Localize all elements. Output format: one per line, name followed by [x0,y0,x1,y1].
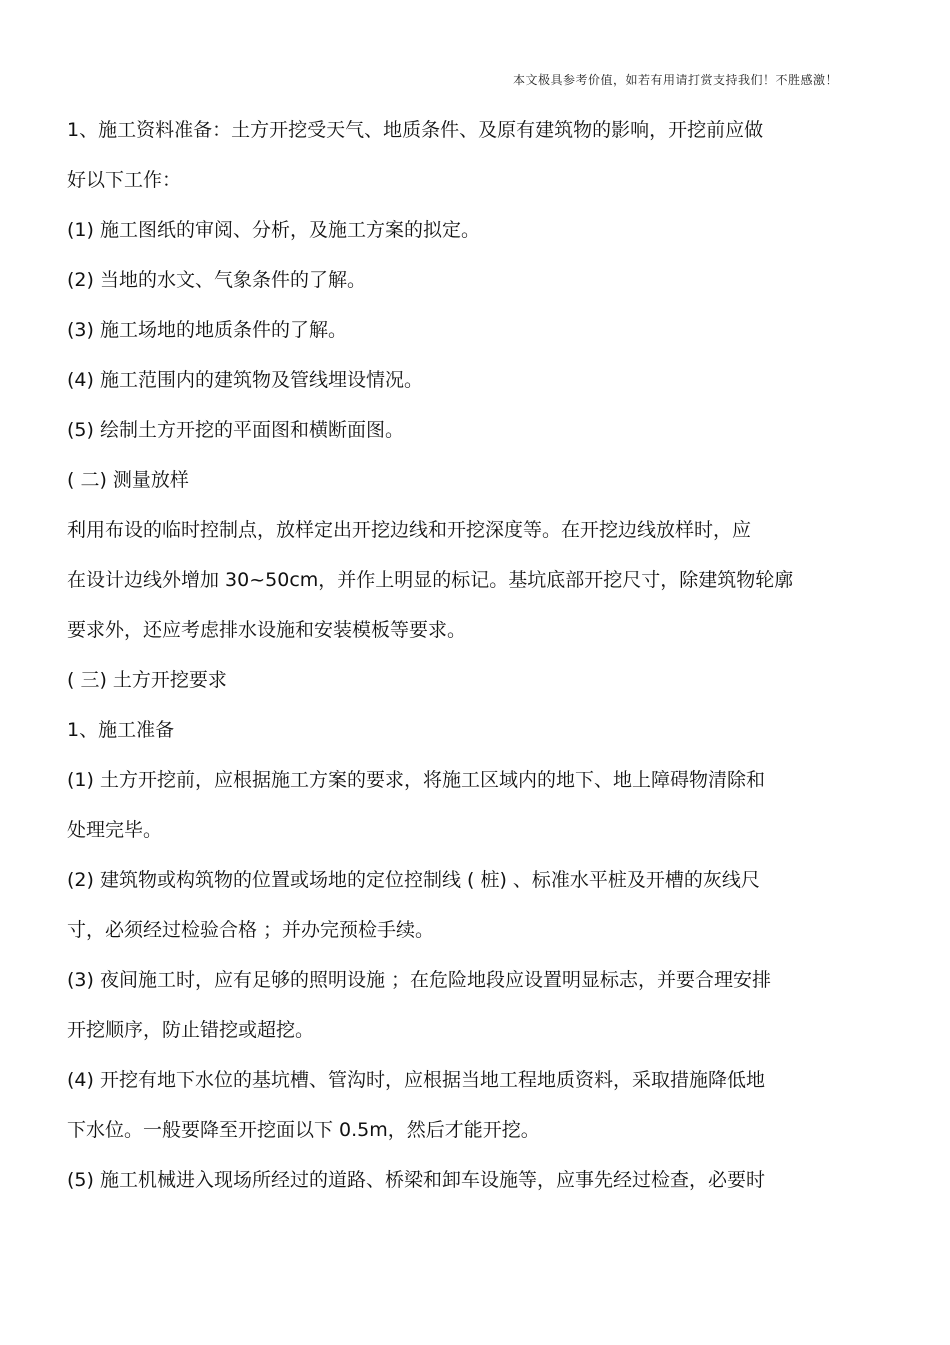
paragraph-line: 1、施工资料准备：土方开挖受天气、地质条件、及原有建筑物的影响，开挖前应做 [67,119,764,141]
paragraph-line: 好以下工作： [67,169,182,191]
subsection-heading: 1、施工准备 [67,719,175,741]
paragraph-line: 开挖顺序，防止错挖或超挖。 [67,1019,315,1041]
paragraph-line: (3) 施工场地的地质条件的了解。 [67,319,347,341]
paragraph-line: (2) 当地的水文、气象条件的了解。 [67,269,366,291]
paragraph-line: (4) 开挖有地下水位的基坑槽、管沟时，应根据当地工程地质资料，采取措施降低地 [67,1069,765,1091]
paragraph-line: (5) 施工机械进入现场所经过的道路、桥梁和卸车设施等，应事先经过检查，必要时 [67,1169,765,1191]
paragraph-line: 处理完毕。 [67,819,163,841]
document-body [67,118,867,1218]
header-note: 本文极具参考价值，如若有用请打赏支持我们！不胜感激！ [512,73,838,87]
section-heading: ( 二) 测量放样 [67,469,189,491]
paragraph-line: (4) 施工范围内的建筑物及管线埋设情况。 [67,369,423,391]
paragraph-line: 利用布设的临时控制点，放样定出开挖边线和开挖深度等。在开挖边线放样时，应 [67,519,752,541]
paragraph-line: 寸，必须经过检验合格 ；并办完预检手续。 [67,919,435,941]
paragraph-line: (1) 土方开挖前，应根据施工方案的要求，将施工区域内的地下、地上障碍物清除和 [67,769,765,791]
paragraph-line: 要求外，还应考虑排水设施和安装模板等要求。 [67,619,467,641]
paragraph-line: 下水位。一般要降至开挖面以下 0.5m，然后才能开挖。 [67,1119,540,1141]
paragraph-line: (3) 夜间施工时，应有足够的照明设施 ；在危险地段应设置明显标志，并要合理安排 [67,969,771,991]
section-heading: ( 三) 土方开挖要求 [67,669,227,691]
paragraph-line: (1) 施工图纸的审阅、分析，及施工方案的拟定。 [67,219,480,241]
paragraph-line: (5) 绘制土方开挖的平面图和横断面图。 [67,419,404,441]
paragraph-line: 在设计边线外增加 30~50cm，并作上明显的标记。基坑底部开挖尺寸，除建筑物轮廓 [67,569,794,591]
paragraph-line: (2) 建筑物或构筑物的位置或场地的定位控制线 ( 桩) 、标准水平桩及开槽的灰线尺 [67,869,760,891]
